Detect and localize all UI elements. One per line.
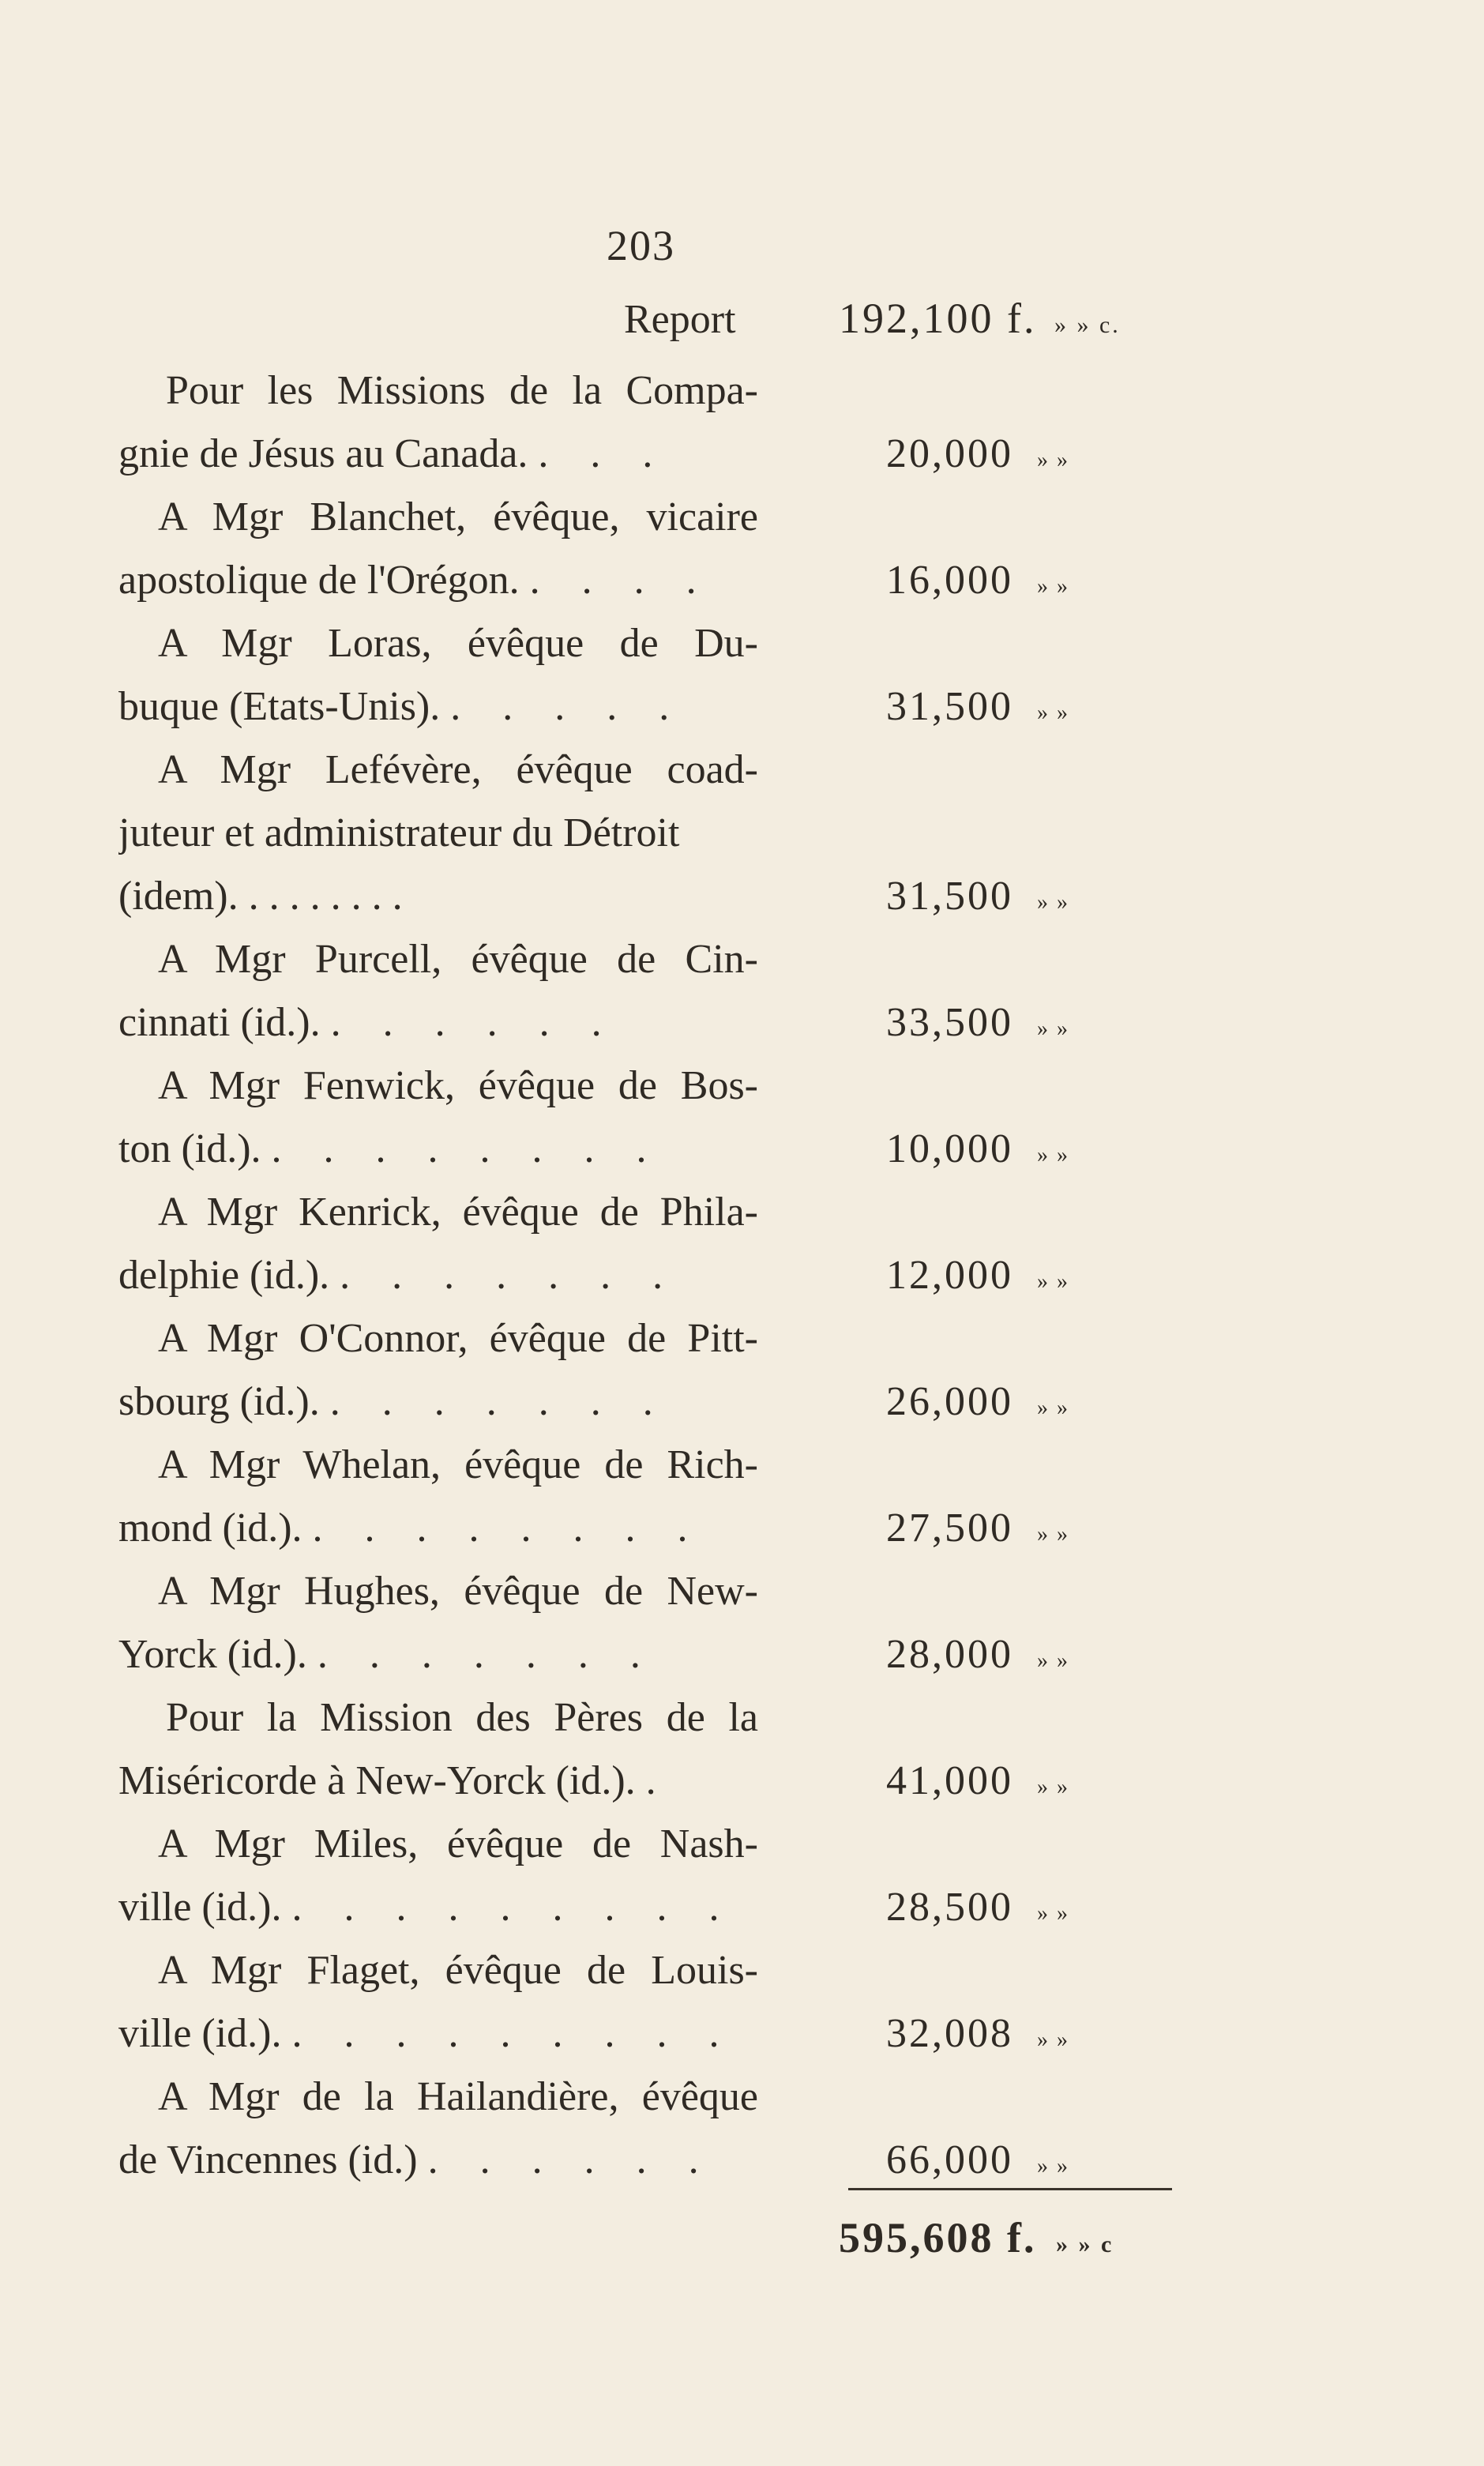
entry-line1: A Mgr Miles, évêque de Nash- (158, 1821, 758, 1866)
entry-amount (886, 1750, 1069, 1819)
entry-line1: A Mgr Blanchet, évêque, vicaire (158, 494, 758, 539)
entry-amount-marks: » » (1037, 1775, 1069, 1799)
entry-last-line (118, 1118, 758, 1181)
entry-amount-marks: » » (1037, 2154, 1069, 2178)
entry-amount-marks: » » (1037, 1522, 1069, 1547)
entry-line1: A Mgr Hughes, évêque de New- (158, 1569, 758, 1614)
leader-dots: . . . . . . . . . (291, 2011, 735, 2056)
leader-dots: . (645, 1758, 672, 1803)
entry-last-line (118, 991, 758, 1054)
entry-last-line (118, 1750, 758, 1813)
entry-amount-marks: » » (1037, 1648, 1069, 1673)
entry-amount (886, 991, 1069, 1061)
entry-amount-value: 33,500 (886, 1000, 1013, 1045)
entry-amount-marks: » » (1037, 701, 1069, 725)
entry-line1: A Mgr Purcell, évêque de Cin- (158, 937, 758, 982)
entry-last-line (118, 675, 758, 739)
entry-line2: Yorck (id.). (118, 1632, 307, 1677)
entry-line2: Miséricorde à New-Yorck (id.). (118, 1758, 636, 1803)
entry-row (118, 359, 1224, 486)
entry-amount-value: 31,500 (886, 684, 1013, 729)
entry-line2: juteur et administrateur du Détroit (118, 810, 680, 855)
entry-line2: ville (id.). (118, 2011, 282, 2056)
entry-amount-value: 28,500 (886, 1885, 1013, 1930)
entry-amount-value: 41,000 (886, 1758, 1013, 1803)
total-amount-value: 595,608 f. (839, 2214, 1037, 2261)
total-rule (848, 2188, 1172, 2190)
entry-last-line (118, 549, 758, 612)
entry-last-line (118, 1244, 758, 1307)
leader-dots: . . . . . . . . (271, 1126, 663, 1171)
entry-amount-marks: » » (1037, 1901, 1069, 1926)
entry-amount-marks: » » (1037, 448, 1069, 472)
total-amount-marks: » » c (1055, 2231, 1114, 2257)
entry-amount-value: 20,000 (886, 431, 1013, 476)
entry-line1: Pour les Missions de la Compa- (166, 368, 758, 413)
entry-line2: de Vincennes (id.) (118, 2137, 418, 2182)
entry-line1: A Mgr Lefévère, évêque coad- (158, 747, 758, 792)
entry-amount-value: 32,008 (886, 2011, 1013, 2056)
entry-last-line (118, 2129, 758, 2192)
entries-list (118, 359, 1224, 2192)
entry-row (118, 612, 1224, 739)
entry-amount-value: 26,000 (886, 1379, 1013, 1424)
entry-last-line (118, 865, 758, 928)
leader-dots: . . . . . . (427, 2137, 715, 2182)
entry-last-line (118, 1497, 758, 1560)
entry-line2: delphie (id.). (118, 1253, 330, 1298)
entry-row (118, 1686, 1224, 1813)
entry-line1: A Mgr Flaget, évêque de Louis- (158, 1948, 758, 1993)
leader-dots: . . . . . (450, 684, 686, 729)
entry-last-line (118, 1623, 758, 1686)
entry-line2: mond (id.). (118, 1506, 302, 1551)
entry-amount (886, 549, 1069, 618)
entry-row (118, 1054, 1224, 1181)
entry-row (118, 1434, 1224, 1560)
entry-line2: ton (id.). (118, 1126, 261, 1171)
leader-dots: . . . . . . . . (248, 874, 403, 919)
entry-last-line (118, 423, 758, 486)
leader-dots: . . . . . . . (329, 1379, 669, 1424)
entry-row (118, 486, 1224, 612)
report-label: Report (624, 297, 736, 342)
leader-dots: . . . . . . . (340, 1253, 679, 1298)
entry-amount-marks: » » (1037, 1396, 1069, 1420)
entry-amount (886, 1370, 1069, 1440)
entry-amount-marks: » » (1037, 574, 1069, 599)
entry-row (118, 2066, 1224, 2192)
entry-amount-marks: » » (1037, 2028, 1069, 2052)
entry-amount (886, 2002, 1069, 2072)
entry-amount-value: 27,500 (886, 1506, 1013, 1551)
entry-line1: A Mgr de la Hailandière, évêque (158, 2074, 758, 2119)
entry-amount-marks: » » (1037, 1143, 1069, 1167)
entry-amount-value: 28,000 (886, 1632, 1013, 1677)
entry-line2: sbourg (id.). (118, 1379, 320, 1424)
entry-amount (886, 1497, 1069, 1566)
entry-line3: (idem). (118, 874, 239, 919)
entry-amount (886, 675, 1069, 745)
entry-line2: ville (id.). (118, 1885, 282, 1930)
leader-dots: . . . . . . . . (312, 1506, 704, 1551)
leader-dots: . . . . . . . . . (291, 1885, 735, 1930)
entry-line2: cinnati (id.). (118, 1000, 321, 1045)
entry-last-line (118, 1876, 758, 1939)
entry-line1: Pour la Mission des Pères de la (166, 1695, 758, 1740)
report-amount (839, 294, 1121, 343)
entry-amount (886, 1244, 1069, 1314)
total-amount (839, 2213, 1114, 2262)
leader-dots: . . . . . . . (317, 1632, 656, 1677)
page-number: 203 (607, 222, 675, 269)
entry-amount-value: 10,000 (886, 1126, 1013, 1171)
entry-line1: A Mgr Fenwick, évêque de Bos- (158, 1063, 758, 1108)
entry-line1: A Mgr O'Connor, évêque de Pitt- (158, 1316, 758, 1361)
entry-amount-marks: » » (1037, 890, 1069, 915)
entry-row (118, 739, 1224, 928)
entry-line1: A Mgr Whelan, évêque de Rich- (158, 1442, 758, 1487)
report-amount-marks: » » c. (1054, 312, 1121, 338)
entry-last-line (118, 1370, 758, 1434)
entry-amount-value: 31,500 (886, 874, 1013, 919)
entry-amount (886, 1876, 1069, 1945)
entry-amount (886, 1623, 1069, 1693)
leader-dots: . . . . . . (330, 1000, 618, 1045)
entry-row (118, 1560, 1224, 1686)
entry-last-line (118, 2002, 758, 2066)
entry-amount (886, 1118, 1069, 1187)
report-amount-value: 192,100 f. (839, 295, 1037, 342)
entry-row (118, 1939, 1224, 2066)
entry-line1: A Mgr Kenrick, évêque de Phila- (158, 1190, 758, 1235)
entry-line2: gnie de Jésus au Canada. (118, 431, 528, 476)
entry-amount (886, 423, 1069, 492)
entry-row (118, 1181, 1224, 1307)
entry-amount-value: 12,000 (886, 1253, 1013, 1298)
entry-row (118, 1307, 1224, 1434)
entry-amount-marks: » » (1037, 1017, 1069, 1041)
entry-amount-value: 16,000 (886, 558, 1013, 603)
entry-row (118, 1813, 1224, 1939)
entry-amount (886, 865, 1069, 934)
entry-row (118, 928, 1224, 1054)
entry-line2: buque (Etats-Unis). (118, 684, 441, 729)
entry-line2: apostolique de l'Orégon. (118, 558, 520, 603)
entry-amount-value: 66,000 (886, 2137, 1013, 2182)
entry-amount-marks: » » (1037, 1269, 1069, 1294)
leader-dots: . . . (538, 431, 669, 476)
entry-line1: A Mgr Loras, évêque de Du- (158, 621, 758, 666)
leader-dots: . . . . (529, 558, 712, 603)
